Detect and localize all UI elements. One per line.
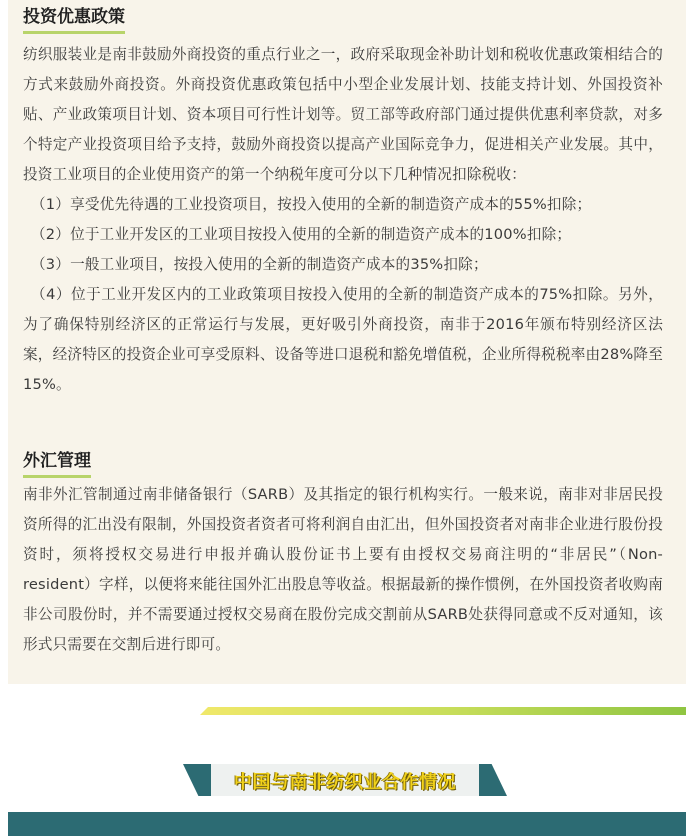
list-item: （2）位于工业开发区的工业项目按投入使用的全新的制造资产成本的100%扣除； xyxy=(31,226,572,243)
list-item: （3）一般工业项目，按投入使用的全新的制造资产成本的35%扣除； xyxy=(31,256,488,273)
section-paragraph: 纺织服装业是南非鼓励外商投资的重点行业之一，政府采取现金补助计划和税收优惠政策相结合的方式来鼓励外商投资。外商投资优惠政策包括中小型企业发展计划、技能支持计划、外国投资补贴、产业政策项目计划、资本项目可行性计划等。贸工部等政府部门通过提供优惠利率贷款，对多个特定产业投资项目给予支持，鼓励外商投资以提高产业国际竞争力，促进相关产业发展。其中，投资工业项目的企业使用资产的第一个纳税年度可分以下几种情况扣除税收： xyxy=(23,46,663,183)
section-foreign-exchange xyxy=(23,450,663,660)
decorative-gradient-bar xyxy=(200,707,686,715)
section-heading: 外汇管理 xyxy=(23,450,91,478)
bottom-strip xyxy=(8,812,686,836)
section-paragraph: 南非外汇管制通过南非储备银行（SARB）及其指定的银行机构实行。一般来说，南非对非居民投资所得的汇出没有限制，外国投资者资者可将利润自由汇出，但外国投资者对南非企业进行股份投资时，须将授权交易进行申报并确认股份证书上要有由授权交易商注明的“非居民”（Non-resident）字样，以便将来能往国外汇出股息等收益。根据最新的操作惯例，在外国投资者收购南非公司股份时，并不需要通过授权交易商在股份完成交割前从SARB处获得同意或不反对通知，该形式只需要在交割后进行即可。 xyxy=(23,486,663,653)
banner-title: 中国与南非纺织业合作情况 xyxy=(234,772,456,793)
list-item: （1）享受优先待遇的工业投资项目，按投入使用的全新的制造资产成本的55%扣除； xyxy=(31,196,592,213)
section-heading: 投资优惠政策 xyxy=(23,6,125,34)
list-item: （4）位于工业开发区内的工业政策项目按投入使用的全新的制造资产成本的75%扣除。另外，为了确保特别经济区的正常运行与发展，更好吸引外商投资，南非于2016年颁布特别经济区法案，经济特区的投资企业可享受原料、设备等进口退税和豁免增值税，企业所得税税率由28%降至15%。 xyxy=(23,286,663,393)
section-investment-incentives xyxy=(23,6,663,400)
section-banner xyxy=(183,764,507,796)
